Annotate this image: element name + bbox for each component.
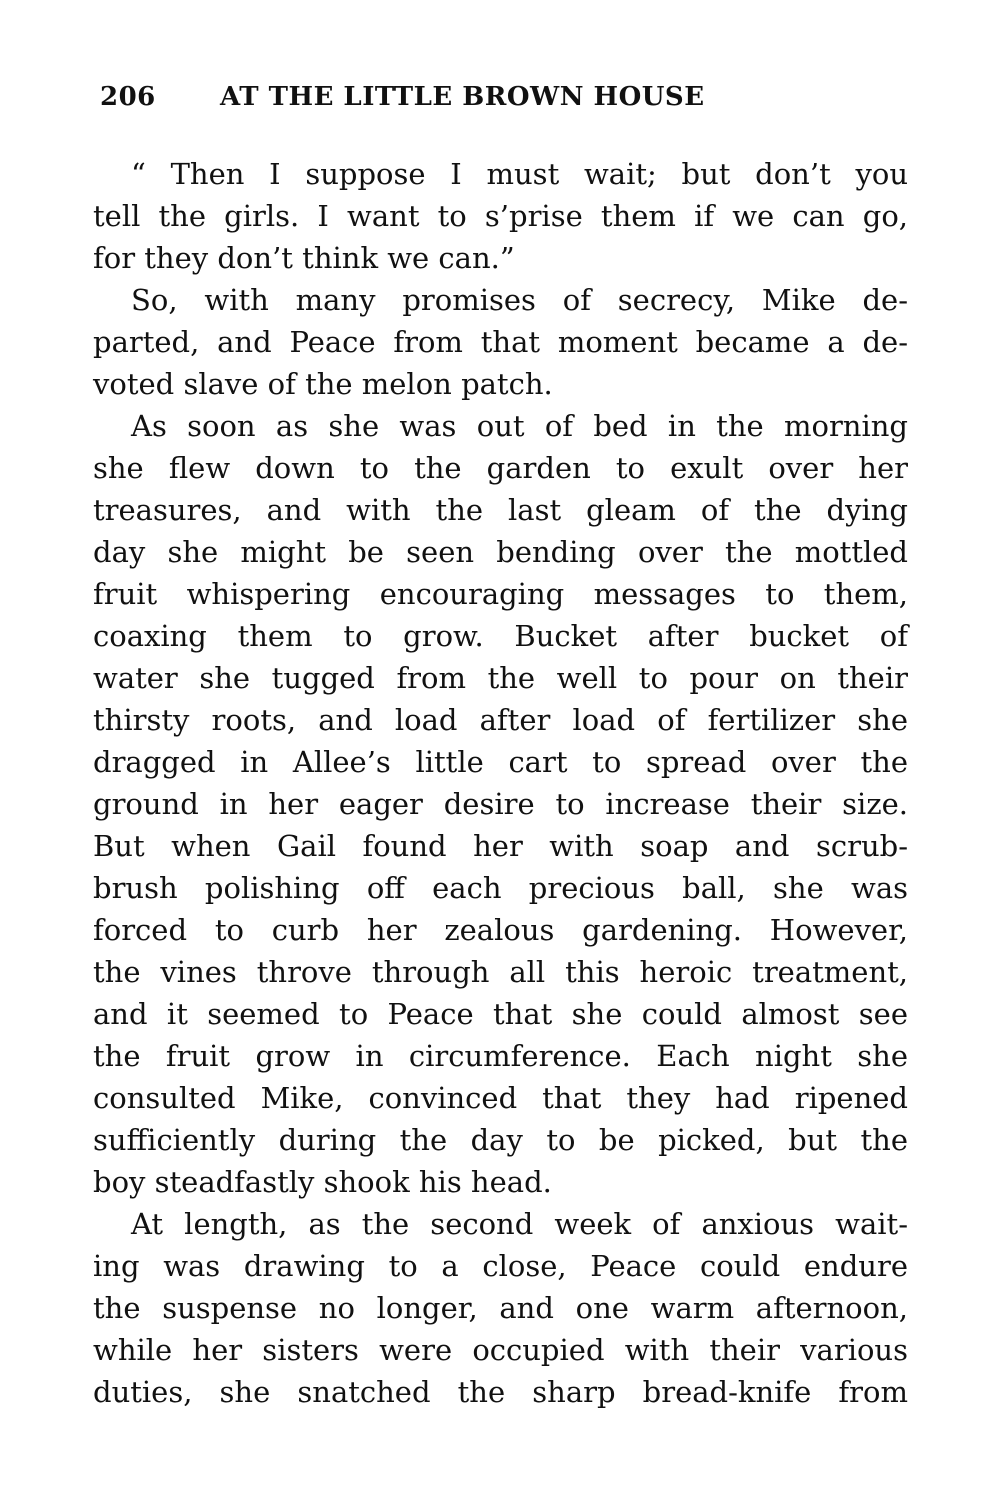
text-line: the vines throve through all this heroic treatment, xyxy=(93,955,908,989)
text-line: consulted Mike, convinced that they had ripened xyxy=(93,1081,908,1115)
text-line: duties, she snatched the sharp bread-knife from xyxy=(93,1375,908,1409)
text-line: sufficiently during the day to be picked, but the xyxy=(93,1123,908,1157)
text-line: thirsty roots, and load after load of fertilizer she xyxy=(93,703,908,737)
text-line: treasures, and with the last gleam of the dying xyxy=(93,493,908,527)
page-number: 206 xyxy=(100,82,156,112)
text-line: water she tugged from the well to pour on their xyxy=(93,661,908,695)
text-line: the suspense no longer, and one warm afternoon, xyxy=(93,1291,908,1325)
body-text xyxy=(93,153,908,1413)
text-line: day she might be seen bending over the mottled xyxy=(93,535,908,569)
text-line: But when Gail found her with soap and scrub- xyxy=(93,829,908,863)
text-line: tell the girls. I want to s’prise them if we can go, xyxy=(93,199,908,233)
text-line: voted slave of the melon patch. xyxy=(93,367,553,401)
text-line: ing was drawing to a close, Peace could endure xyxy=(93,1249,908,1283)
text-line: dragged in Allee’s little cart to spread over the xyxy=(93,745,908,779)
text-line: parted, and Peace from that moment became a de- xyxy=(93,325,908,359)
text-line: coaxing them to grow. Bucket after bucket of xyxy=(93,619,908,653)
text-line: As soon as she was out of bed in the morning xyxy=(131,409,908,443)
text-line: she flew down to the garden to exult over her xyxy=(93,451,908,485)
text-line: the fruit grow in circumference. Each night she xyxy=(93,1039,908,1073)
running-head xyxy=(100,82,900,122)
text-line: forced to curb her zealous gardening. However, xyxy=(93,913,908,947)
text-line: and it seemed to Peace that she could almost see xyxy=(93,997,908,1031)
text-line: So, with many promises of secrecy, Mike de- xyxy=(131,283,908,317)
text-line: At length, as the second week of anxious wait- xyxy=(131,1207,908,1241)
text-line: “ Then I suppose I must wait; but don’t you xyxy=(131,157,908,191)
running-title: AT THE LITTLE BROWN HOUSE xyxy=(220,82,705,112)
text-line: brush polishing off each precious ball, she was xyxy=(93,871,908,905)
text-line: for they don’t think we can.” xyxy=(93,241,515,275)
text-line: fruit whispering encouraging messages to them, xyxy=(93,577,908,611)
text-line: while her sisters were occupied with their various xyxy=(93,1333,908,1367)
text-line: ground in her eager desire to increase their size. xyxy=(93,787,908,821)
text-line: boy steadfastly shook his head. xyxy=(93,1165,552,1199)
